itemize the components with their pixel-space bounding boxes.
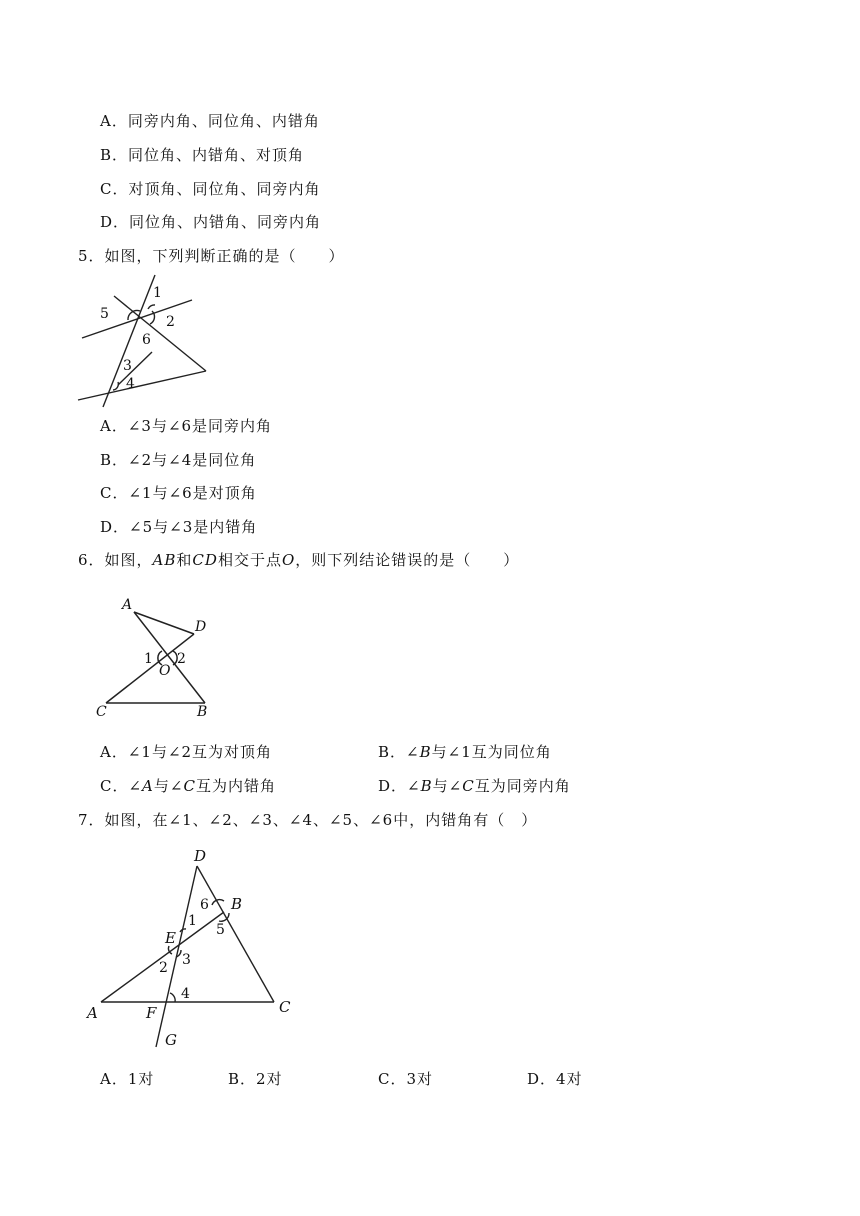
q4-option-a: A．同旁内角、同位角、内错角 — [100, 112, 320, 130]
q7-segment-ab — [101, 912, 224, 1002]
q6-label-c: C — [96, 704, 107, 720]
q7-option-b: B．2对 — [228, 1070, 283, 1088]
q7-label-b: B — [231, 895, 243, 913]
q7-arc-4 — [170, 993, 175, 1002]
q6-label-1: 1 — [144, 651, 153, 667]
q7-label-4: 4 — [181, 986, 190, 1002]
q7-label-2: 2 — [159, 960, 168, 976]
q5-stem: 5．如图，下列判断正确的是（ ） — [78, 247, 345, 265]
q5-label-1: 1 — [153, 285, 162, 301]
q7-label-d: D — [194, 847, 207, 865]
q7-option-c: C．3对 — [378, 1070, 434, 1088]
q7-segment-dc — [197, 866, 274, 1002]
q7-label-g: G — [165, 1031, 177, 1049]
q6-label-d: D — [195, 619, 207, 635]
q5-label-3: 3 — [123, 358, 132, 374]
q6-option-c: C．∠A与∠C互为内错角 — [100, 777, 276, 795]
q5-label-6: 6 — [142, 332, 151, 348]
q5-option-d: D．∠5与∠3是内错角 — [100, 518, 258, 536]
q4-option-c: C．对顶角、同位角、同旁内角 — [100, 180, 321, 198]
q7-option-a: A．1对 — [100, 1070, 155, 1088]
q6-stem: 6．如图，AB和CD相交于点O，则下列结论错误的是（ ） — [78, 551, 520, 569]
q5-option-a: A．∠3与∠6是同旁内角 — [100, 417, 273, 435]
q7-label-1: 1 — [188, 913, 197, 929]
q6-label-o: O — [159, 663, 171, 679]
q4-option-d: D．同位角、内错角、同旁内角 — [100, 213, 322, 231]
q7-label-e: E — [165, 929, 176, 947]
q5-label-4: 4 — [126, 376, 135, 392]
q7-stem: 7．如图，在∠1、∠2、∠3、∠4、∠5、∠6中，内错角有（ ） — [78, 811, 538, 829]
q7-label-6: 6 — [200, 897, 209, 913]
q7-label-3: 3 — [182, 952, 191, 968]
q5-option-c: C．∠1与∠6是对顶角 — [100, 484, 257, 502]
q5-label-2: 2 — [166, 314, 175, 330]
q6-label-a: A — [122, 597, 133, 613]
q7-option-d: D．4对 — [527, 1070, 583, 1088]
q4-option-b: B．同位角、内错角、对顶角 — [100, 146, 305, 164]
q7-label-5: 5 — [216, 922, 225, 938]
q5-option-b: B．∠2与∠4是同位角 — [100, 451, 257, 469]
q6-option-b: B．∠B与∠1互为同位角 — [378, 743, 552, 761]
q6-option-d: D．∠B与∠C互为同旁内角 — [378, 777, 571, 795]
q5-label-5: 5 — [100, 306, 109, 322]
q6-label-2: 2 — [177, 651, 186, 667]
q6-label-b: B — [197, 704, 208, 720]
q6-option-a: A．∠1与∠2互为对顶角 — [100, 743, 273, 761]
q7-label-a: A — [87, 1004, 98, 1022]
q7-label-f: F — [146, 1004, 157, 1022]
q7-label-c: C — [279, 998, 291, 1016]
